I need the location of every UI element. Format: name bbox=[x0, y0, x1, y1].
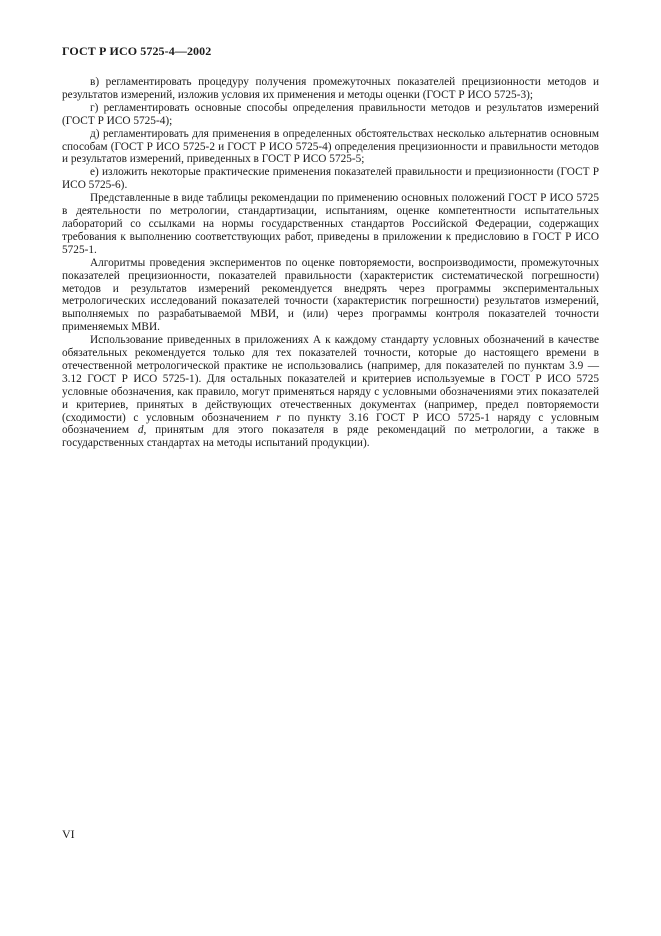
paragraph-item-e: е) изложить некоторые практические применения показателей правильности и прецизионности (ГОСТ Р ИСО 5725-6). bbox=[62, 166, 599, 192]
document-body bbox=[62, 76, 599, 453]
paragraph-notation bbox=[62, 334, 599, 450]
paragraph-item-v: в) регламентировать процедуру получения промежуточных показателей прецизионности методов и результатов измерений, изложив условия их применения и методы оценки (ГОСТ Р ИСО 5725-3); bbox=[62, 76, 599, 101]
paragraph-algorithms: Алгоритмы проведения экспериментов по оценке повторяемости, воспроизводимости, промежуточных показателей прецизионности, показателей правильности (характеристик систематической погрешности) методов и результатов измерений рекомендуется внедрять через программы экспериментальных метрологических исследований показателей точности (характеристик погрешности) результатов измерений, выполняемых по разрабатываемой МВИ, и (или) через программы контроля показателей точности применяемых МВИ. bbox=[62, 256, 599, 334]
notation-text-part1: Использование приведенных в приложениях А к каждому стандарту условных обозначений в качестве обязательных рекомендуется только для тех показателей точности, которые до настоящего времени в отечественной метрологической практике не использовались (например, для показателей по пунктам 3.9 — 3.12 ГОСТ Р ИСО 5725-1). Для остальных показателей и критериев используемые в ГОСТ Р ИСО 5725 условные обозначения, как правило, могут применяться наряду с условными обозначениями этих показателей и критериев, принятых в действующих отечественных документах (например, предел повторяемости (сходимости) с условным обозначением bbox=[62, 334, 599, 424]
notation-text-part2: по пункту 3.16 ГОСТ Р ИСО 5725-1 наряду с условным обозначением bbox=[62, 411, 599, 437]
symbol-d: d bbox=[137, 424, 144, 437]
paragraph-recommendations: Представленные в виде таблицы рекомендации по применению основных положений ГОСТ Р ИСО 5725 в деятельности по метрологии, стандартизации, испытаниям, оценке компетентности испытательных лабораторий со ссылками на нормы государственных стандартов Российской Федерации, содержащих требования к выполнению соответствующих работ, приведены в приложении к предисловию в ГОСТ Р ИСО 5725-1. bbox=[62, 192, 599, 256]
paragraph-item-g: г) регламентировать основные способы определения правильности методов и результатов измерений (ГОСТ Р ИСО 5725-4); bbox=[62, 101, 599, 127]
page-number: VI bbox=[62, 827, 75, 841]
paragraph-item-d: д) регламентировать для применения в определенных обстоятельствах несколько альтернатив основным способам (ГОСТ Р ИСО 5725-2 и ГОСТ Р ИСО 5725-4) определения прецизионности и правильности методов и результатов измерений, приведенных в ГОСТ Р ИСО 5725-5; bbox=[62, 127, 599, 166]
notation-text-part3: , принятым для этого показателя в ряде рекомендаций по метрологии, а также в государственных стандартах на методы испытаний продукции). bbox=[62, 424, 600, 450]
symbol-r: r bbox=[276, 411, 281, 424]
document-header: ГОСТ Р ИСО 5725-4—2002 bbox=[62, 44, 212, 58]
